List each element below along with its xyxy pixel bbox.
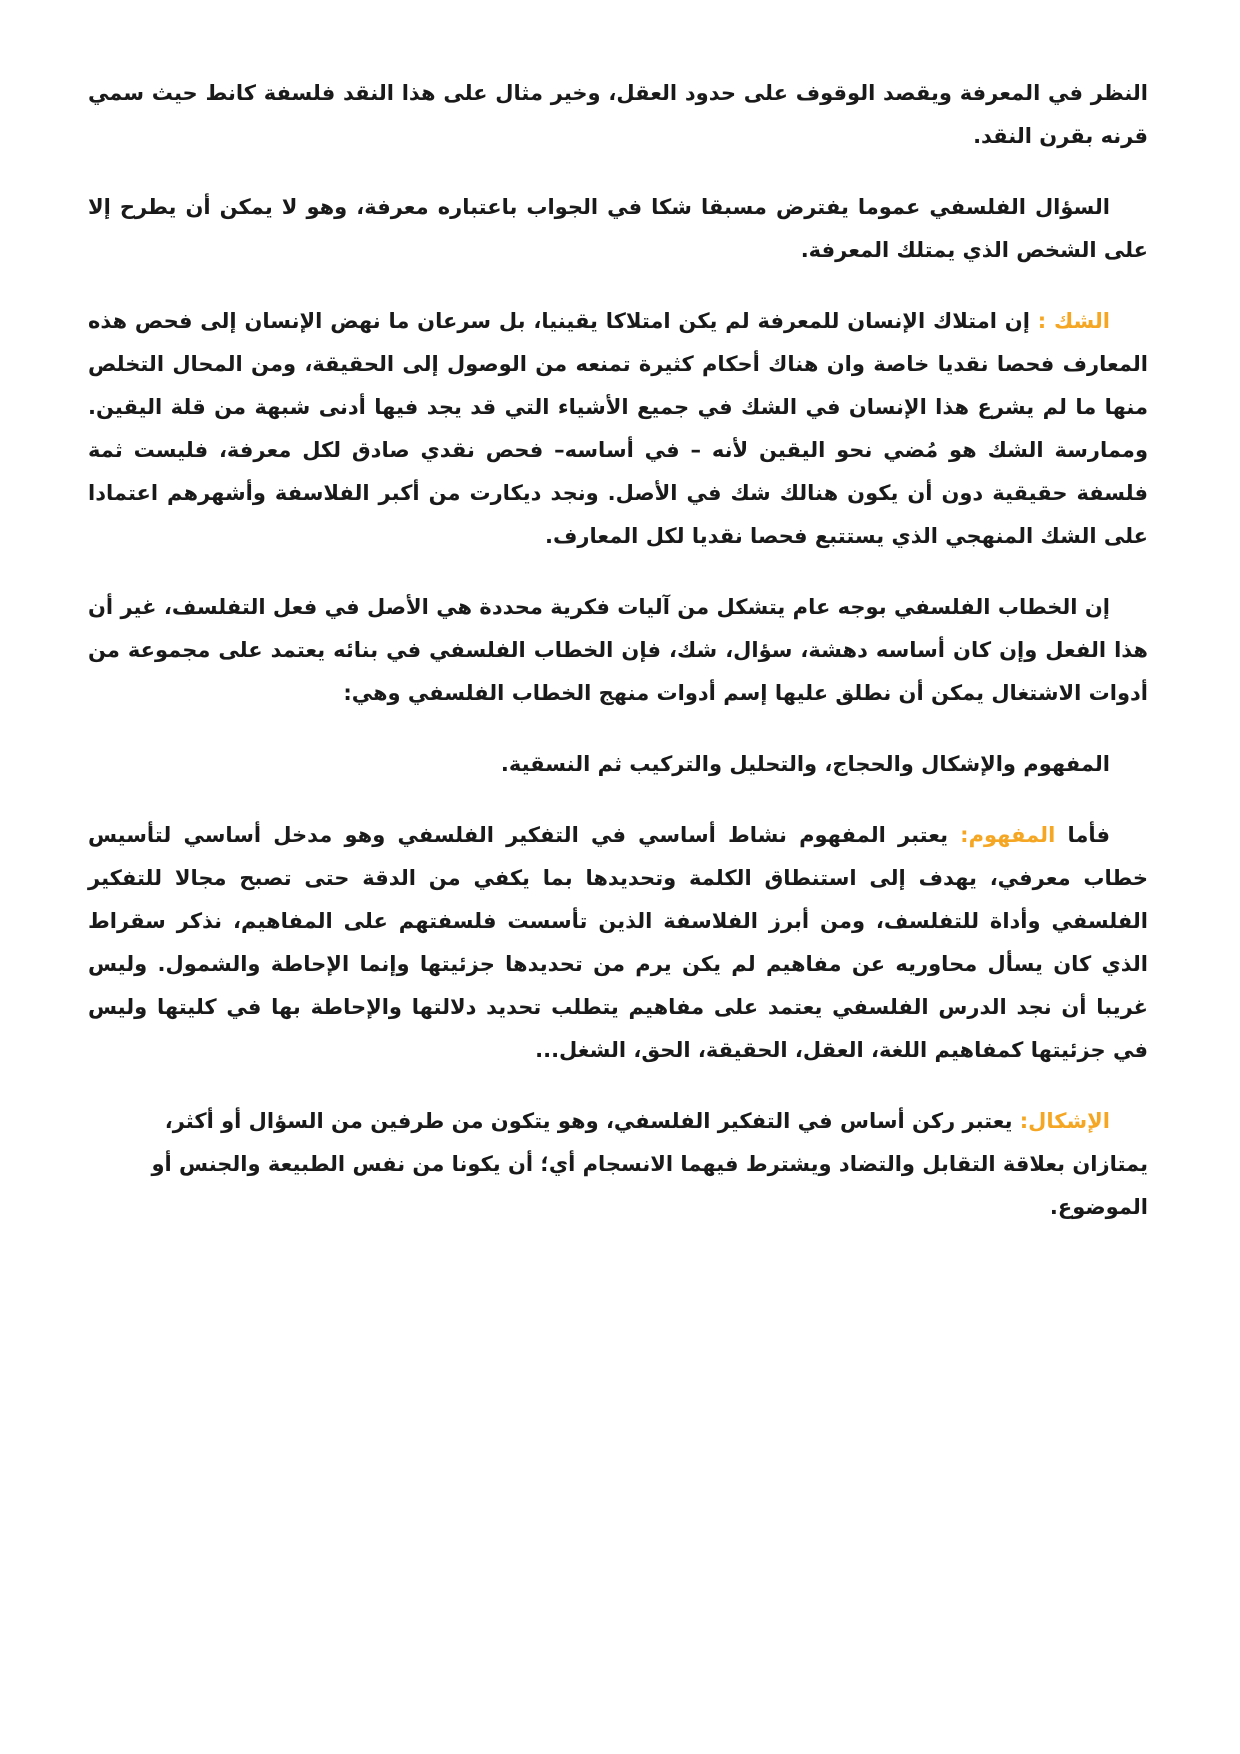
paragraph-tools-list: [88, 743, 1148, 786]
term-doubt: الشك :: [1037, 309, 1110, 333]
paragraph-doubt: [88, 300, 1148, 558]
paragraph-critique-kant: [88, 72, 1148, 158]
paragraph-problematic: [88, 1100, 1148, 1229]
paragraph-text: يعتبر ركن أساس في التفكير الفلسفي، وهو يتكون من طرفين من السؤال أو أكثر، يمتازان بعلاقة التقابل والتضاد ويشترط فيهما الانسجام أي؛ أن يكونا من نفس الطبيعة والجنس أو الموضوع.: [151, 1109, 1148, 1219]
paragraph-lead: فأما: [1055, 823, 1110, 847]
paragraph-text: إن امتلاك الإنسان للمعرفة لم يكن امتلاكا يقينيا، بل سرعان ما نهض الإنسان إلى فحص هذه المعارف فحصا نقديا خاصة وان هناك أحكام كثيرة تمنعه من الوصول إلى الحقيقة، ومن المحال التخلص منها ما لم يشرع هذا الإنسان في الشك في جميع الأشياء التي قد يجد فيها أدنى شبهة من قلة اليقين. وممارسة الشك هو مُضي نحو اليقين لأنه – في أساسه– فحص نقدي صادق لكل معرفة، فليست ثمة فلسفة حقيقية دون أن يكون هنالك شك في الأصل. ونجد ديكارت من أكبر الفلاسفة وأشهرهم اعتمادا على الشك المنهجي الذي يستتبع فحصا نقديا لكل المعارف.: [88, 309, 1148, 548]
paragraph-concept: [88, 814, 1148, 1072]
paragraph-text: المفهوم والإشكال والحجاج، والتحليل والتركيب ثم النسقية.: [500, 752, 1110, 776]
term-concept: المفهوم:: [960, 823, 1056, 847]
paragraph-text: إن الخطاب الفلسفي بوجه عام يتشكل من آليات فكرية محددة هي الأصل في فعل التفلسف، غير أن هذا الفعل وإن كان أساسه دهشة، سؤال، شك، فإن الخطاب الفلسفي في بنائه يعتمد على مجموعة من أدوات الاشتغال يمكن أن نطلق عليها إسم أدوات منهج الخطاب الفلسفي وهي:: [88, 595, 1148, 705]
paragraph-text: النظر في المعرفة ويقصد الوقوف على حدود العقل، وخير مثال على هذا النقد فلسفة كانط حيث سمي قرنه بقرن النقد.: [88, 81, 1148, 148]
paragraph-text: يعتبر المفهوم نشاط أساسي في التفكير الفلسفي وهو مدخل أساسي لتأسيس خطاب معرفي، يهدف إلى استنطاق الكلمة وتحديدها بما يكفي من الدقة حتى تصبح مجالا للتفكير الفلسفي وأداة للتفلسف، ومن أبرز الفلاسفة الذين تأسست فلسفتهم على المفاهيم، نذكر سقراط الذي كان يسأل محاوريه عن مفاهيم لم يكن يرم من تحديدها جزئيتها وإنما الإحاطة والشمول. وليس غريبا أن نجد الدرس الفلسفي يعتمد على مفاهيم يتطلب تحديد دلالتها والإحاطة بها في كليتها وليس في جزئيتها كمفاهيم اللغة، العقل، الحقيقة، الحق، الشغل...: [88, 823, 1148, 1062]
document-page: [88, 72, 1148, 1257]
paragraph-philosophical-question: [88, 186, 1148, 272]
term-problematic: الإشكال:: [1019, 1109, 1110, 1133]
paragraph-philosophical-discourse: [88, 586, 1148, 715]
paragraph-text: السؤال الفلسفي عموما يفترض مسبقا شكا في الجواب باعتباره معرفة، وهو لا يمكن أن يطرح إلا على الشخص الذي يمتلك المعرفة.: [88, 195, 1148, 262]
